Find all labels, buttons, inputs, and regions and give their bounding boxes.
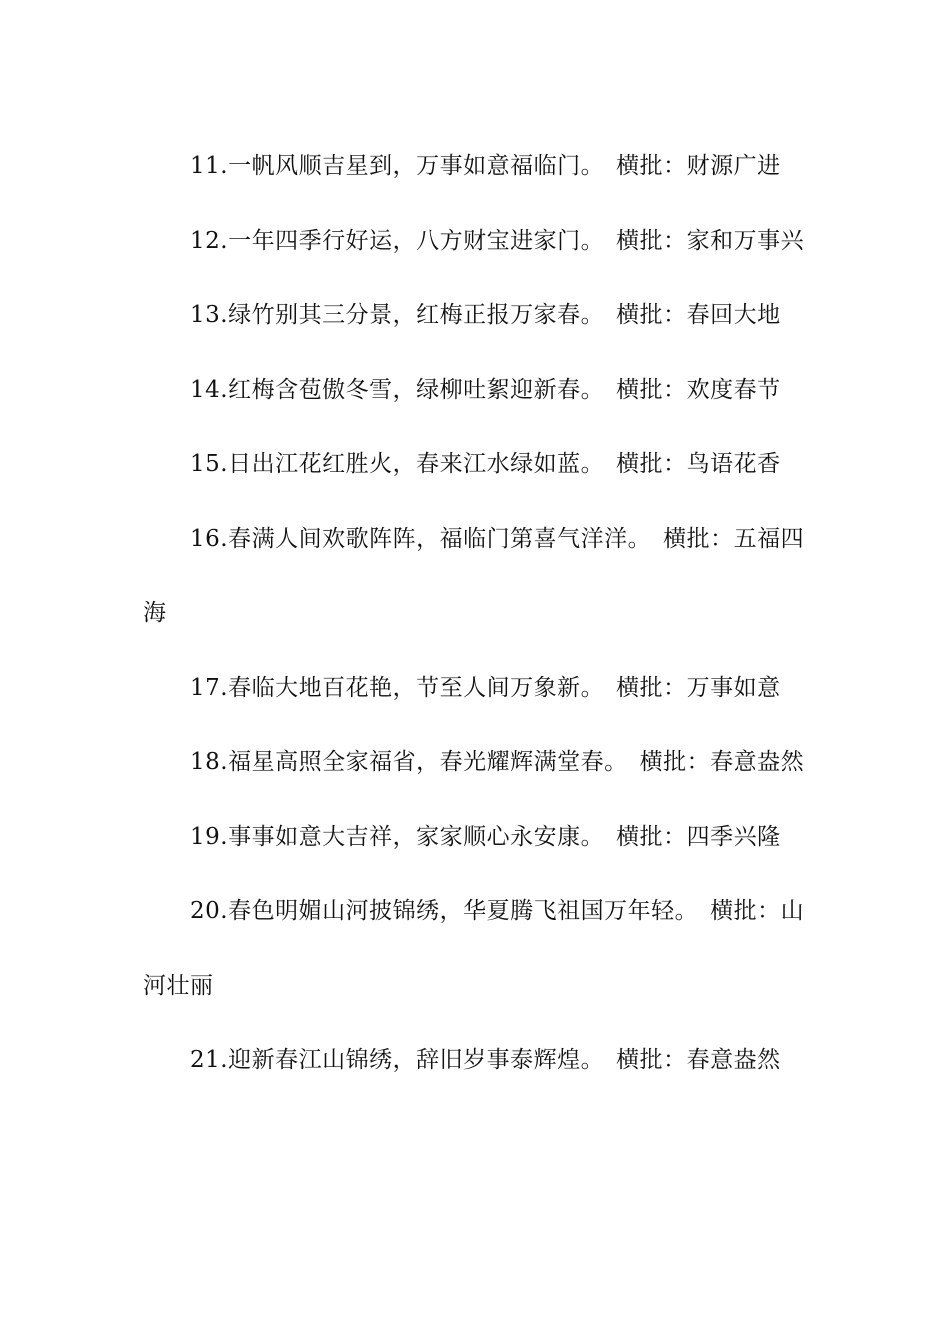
hengpi-label: 横批： [616,451,687,477]
couplet-item [143,129,813,204]
couplet-number: 16. [190,525,229,552]
couplet-number: 13. [190,302,229,328]
couplet-number: 17. [190,674,229,701]
couplet-lines: 一帆风顺吉星到，万事如意福临门。 [228,153,605,179]
couplet-lines: 春满人间欢歌阵阵，福临门第喜气洋洋。 [228,525,652,552]
hengpi-text: 财源广进 [686,153,781,179]
hengpi-label: 横批： [663,525,734,552]
couplet-number: 21. [190,1047,229,1073]
hengpi-text: 五福四海 [143,525,805,626]
couplet-number: 19. [190,823,229,850]
hengpi-label: 横批： [616,674,687,701]
couplet-number: 14. [190,376,229,403]
hengpi-label: 横批： [616,153,687,179]
couplet-lines: 一年四季行好运，八方财宝进家门。 [228,227,605,254]
hengpi-label: 横批： [710,898,781,924]
couplet-list [143,129,813,1098]
couplet-lines: 红梅含苞傲冬雪，绿柳吐絮迎新春。 [228,376,605,403]
hengpi-text: 山河壮丽 [143,898,805,999]
couplet-lines: 事事如意大吉祥，家家顺心永安康。 [228,823,605,850]
couplet-lines: 福星高照全家福省，春光耀辉满堂春。 [228,749,628,775]
hengpi-text: 鸟语花香 [686,451,781,477]
hengpi-label: 横批： [616,823,687,850]
hengpi-label: 横批： [639,749,711,775]
couplet-item [143,800,813,875]
couplet-lines: 绿竹别其三分景，红梅正报万家春。 [228,302,605,328]
couplet-number: 15. [190,451,229,477]
hengpi-text: 四季兴隆 [686,823,781,850]
couplet-lines: 春色明媚山河披锦绣，华夏腾飞祖国万年轻。 [228,898,699,924]
couplet-item [143,874,813,1023]
couplet-item [143,502,813,651]
couplet-lines: 日出江花红胜火，春来江水绿如蓝。 [228,451,605,477]
hengpi-text: 春回大地 [686,302,781,328]
couplet-item [143,278,813,353]
hengpi-text: 家和万事兴 [686,227,805,254]
couplet-lines: 春临大地百花艳，节至人间万象新。 [228,674,605,701]
couplet-item [143,353,813,428]
couplet-number: 12. [190,227,229,254]
couplet-lines: 迎新春江山锦绣，辞旧岁事泰辉煌。 [228,1047,605,1073]
couplet-item [143,651,813,726]
couplet-item [143,204,813,279]
couplet-item [143,427,813,502]
couplet-item [143,1023,813,1098]
hengpi-label: 横批： [616,302,687,328]
couplet-item [143,725,813,800]
hengpi-label: 横批： [616,376,687,403]
hengpi-text: 春意盎然 [710,749,805,775]
hengpi-text: 万事如意 [686,674,781,701]
couplet-number: 11. [190,153,229,179]
hengpi-text: 欢度春节 [686,376,781,403]
couplet-number: 18. [190,749,229,775]
couplet-number: 20. [190,898,229,924]
hengpi-text: 春意盎然 [686,1047,781,1073]
hengpi-label: 横批： [616,1047,687,1073]
hengpi-label: 横批： [616,227,687,254]
